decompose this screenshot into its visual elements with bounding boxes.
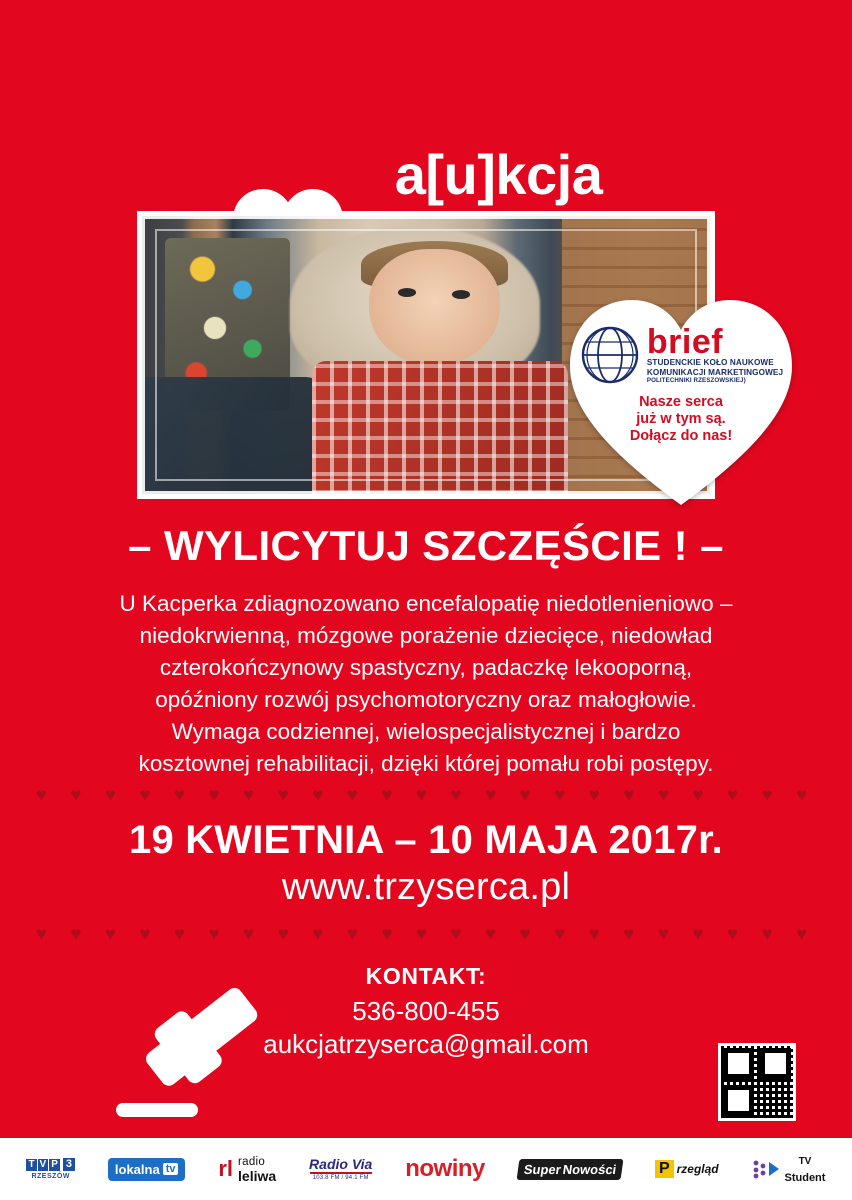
heart-divider-top: ♥ ♥ ♥ ♥ ♥ ♥ ♥ ♥ ♥ ♥ ♥ ♥ ♥ ♥ ♥ ♥ ♥ ♥ ♥ ♥ ♥ ♥ ♥ — [35, 785, 817, 806]
super-word1: Super — [522, 1161, 562, 1177]
body-line-4: opóźniony rozwój psychomotoryczny oraz małogłowie. — [155, 686, 697, 712]
tv-student-line1: TV — [798, 1156, 812, 1168]
tvp-letter-p: P — [51, 1158, 58, 1170]
tvp-letter-t: T — [28, 1158, 35, 1170]
nowiny-word: nowiny — [405, 1155, 485, 1182]
sponsor-super-nowosci — [518, 1149, 622, 1189]
sponsor-lokalna-tv — [108, 1149, 186, 1189]
headline — [0, 522, 852, 570]
contact-phone[interactable]: 536-800-455 — [352, 996, 500, 1026]
heart-divider-bottom: ♥ ♥ ♥ ♥ ♥ ♥ ♥ ♥ ♥ ♥ ♥ ♥ ♥ ♥ ♥ ♥ ♥ ♥ ♥ ♥ ♥ ♥ ♥ — [35, 924, 817, 945]
body-line-5: Wymaga codziennej, wielospecjalistycznej i bardzo — [171, 718, 681, 744]
przeglad-word: rzegląd — [676, 1162, 719, 1176]
brief-subtitle-line1: STUDENCKIE KOŁO NAUKOWE — [646, 358, 774, 368]
body-line-1: U Kacperka zdiagnozowano encefalopatię niedotlenieniowo – — [119, 591, 733, 616]
body-line-2: niedokrwienną, mózgowe porażenie dziecięce, niedowład — [139, 622, 713, 648]
tv-student-line2: Student — [784, 1172, 826, 1184]
tv-student-dots-icon — [752, 1159, 780, 1179]
contact-email[interactable]: aukcjatrzyserca@gmail.com — [263, 1029, 589, 1059]
brief-subtitle-line3: POLITECHNIKI RZESZOWSKIEJ) — [646, 376, 746, 384]
via-frequency: 103.8 FM / 94.1 FM — [312, 1175, 369, 1182]
event-dates: 19 KWIETNIA – 10 MAJA 2017r. — [129, 818, 723, 862]
leliwa-line1: radio — [238, 1155, 266, 1168]
headline-text: WYLICYTUJ SZCZĘŚCIE ! — [163, 522, 689, 569]
body-line-3: czterokończynowy spastyczny, padaczkę lekooporną, — [159, 654, 693, 680]
tvp-letter-v: V — [39, 1158, 47, 1170]
brief-slogan — [566, 394, 796, 445]
brief-slogan-line1: Nasze serca — [639, 394, 723, 410]
lokalna-word: lokalna — [114, 1161, 160, 1177]
super-word2: Nowości — [561, 1161, 618, 1177]
przeglad-letter: P — [655, 1160, 674, 1178]
website-url[interactable]: www.trzyserca.pl — [281, 866, 571, 908]
brief-slogan-line2: już w tym są. — [636, 411, 726, 428]
tvp-channel-number: 3 — [63, 1158, 75, 1171]
sponsor-tv-student — [752, 1149, 826, 1189]
headline-dash-right: – — [700, 522, 724, 569]
sponsor-przeglad — [655, 1149, 719, 1189]
headline-dash-left: – — [128, 522, 152, 569]
brief-slogan-line3: Dołącz do nas! — [629, 428, 733, 445]
via-word: Radio Via — [309, 1155, 373, 1172]
body-copy — [76, 588, 776, 780]
leliwa-mark: rl — [218, 1156, 234, 1182]
brief-wordmark: brief — [646, 322, 724, 361]
brief-subtitle-line2: KOMUNIKACJI MARKETINGOWEJ — [646, 367, 784, 377]
sponsor-nowiny — [405, 1149, 485, 1189]
contact-label: KONTAKT: — [365, 963, 487, 989]
leliwa-line2: leliwa — [238, 1168, 277, 1184]
qr-code[interactable] — [718, 1043, 796, 1121]
tvp-city: RZESZÓW — [31, 1173, 70, 1180]
sponsor-bar — [0, 1138, 852, 1200]
poster-title-line1: a[u]kcja — [394, 142, 603, 206]
globe-icon — [579, 324, 641, 386]
lokalna-tv-badge: tv — [163, 1163, 179, 1175]
brief-heart-badge — [566, 290, 796, 510]
sponsor-radio-via — [309, 1149, 372, 1189]
body-line-6: kosztownej rehabilitacji, dzięki której pomału robi postępy. — [138, 750, 714, 776]
sponsor-tvp3-rzeszow — [26, 1149, 75, 1189]
sponsor-radio-leliwa — [218, 1149, 276, 1189]
